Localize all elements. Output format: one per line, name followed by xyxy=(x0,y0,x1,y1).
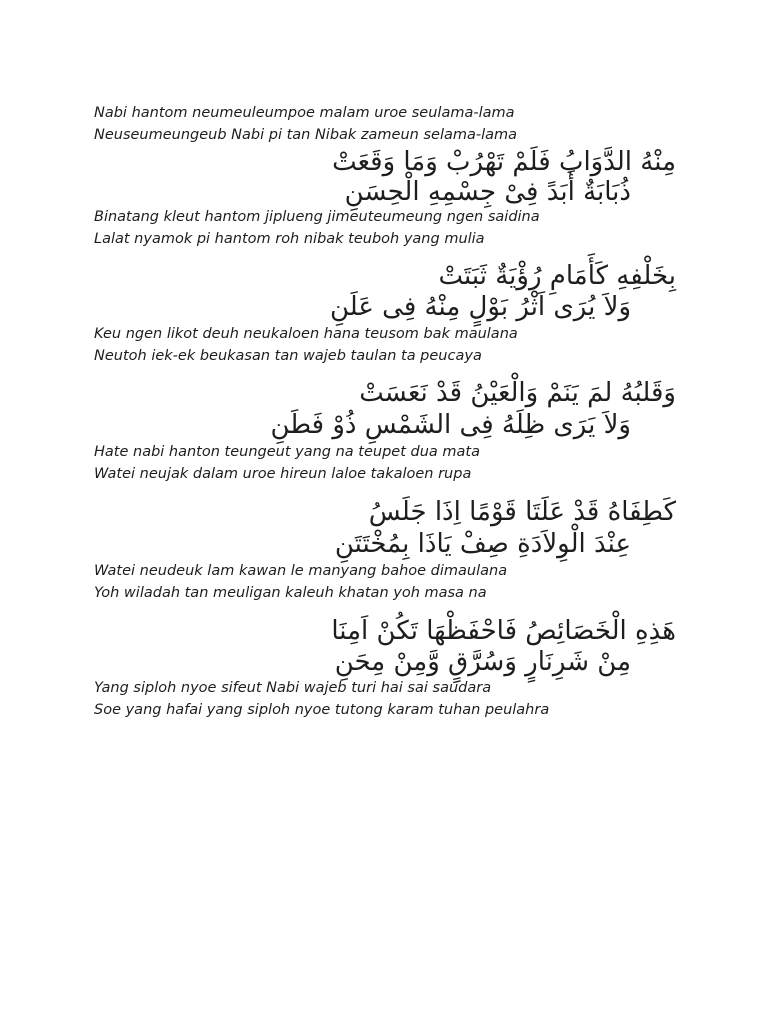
arabic-verse-line: بِخَلْفِهِ كَأَمَامِ رُؤْيَةٌ ثَبَتَتْ xyxy=(438,261,676,291)
latin-line: Neuseumeungeub Nabi pi tan Nibak zameun selama-lama xyxy=(94,127,518,143)
arabic-verse-line: وَقَلبُهُ لمَ يَنَمْ وَالْعَيْنُ قَدْ نَعَسَتْ xyxy=(359,378,676,408)
latin-line: Lalat nyamok pi hantom roh nibak teuboh yang mulia xyxy=(94,231,485,247)
arabic-verse-line: وَلاَ يُرَى اَثْرُ بَوْلٍ مِنْهُ فِى عَلَنِ xyxy=(330,292,631,322)
latin-line: Yang siploh nyoe sifeut Nabi wajeb turi hai sai saudara xyxy=(94,680,492,696)
latin-line: Watei neujak dalam uroe hireun laloe takaloen rupa xyxy=(94,466,472,482)
arabic-verse-line: عِنْدَ الْوِلاَدَةِ صِفْ يَاذَا بِمُخْتَتَنِ xyxy=(334,529,631,559)
latin-line: Neutoh iek-ek beukasan tan wajeb taulan ta peucaya xyxy=(94,348,482,364)
latin-line: Watei neudeuk lam kawan le manyang bahoe dimaulana xyxy=(94,563,508,579)
arabic-verse-line: هَذِهِ الْخَصَائِصُ فَاحْفَظْهَا تَكُنْ اَمِنَا xyxy=(331,616,676,646)
latin-line: Binatang kleut hantom jiplueng jimeuteumeung ngen saidina xyxy=(94,209,540,225)
arabic-verse-line: كَطِفَاهُ قَدْ عَلَتَا قَوْمًا اِذَا جَلَسُ xyxy=(368,497,676,527)
latin-line: Yoh wiladah tan meuligan kaleuh khatan yoh masa na xyxy=(94,585,487,601)
latin-line: Soe yang hafai yang siploh nyoe tutong karam tuhan peulahra xyxy=(94,702,550,718)
latin-line: Keu ngen likot deuh neukaloen hana teusom bak maulana xyxy=(94,326,518,342)
arabic-verse-line: مِنْهُ الدَّوَابُ فَلَمْ تَهْرُبْ وَمَا وَقَعَتْ xyxy=(332,147,676,177)
arabic-verse-line: وَلاَ يَرَى ظِلَهُ فِى الشَمْسِ ذُوْ فَطَنِ xyxy=(270,410,631,440)
arabic-verse-line: مِنْ شَرِنَارٍ وَسُرَّقٍ وَّمِنْ مِحَنِ xyxy=(334,647,631,677)
latin-line: Nabi hantom neumeuleumpoe malam uroe seulama-lama xyxy=(94,105,515,121)
arabic-verse-line: ذُبَابَةٌ أَبَدً فِىْ جِسْمِهِ الْحِسَنِ xyxy=(344,177,631,207)
latin-line: Hate nabi hanton teungeut yang na teupet dua mata xyxy=(94,444,480,460)
